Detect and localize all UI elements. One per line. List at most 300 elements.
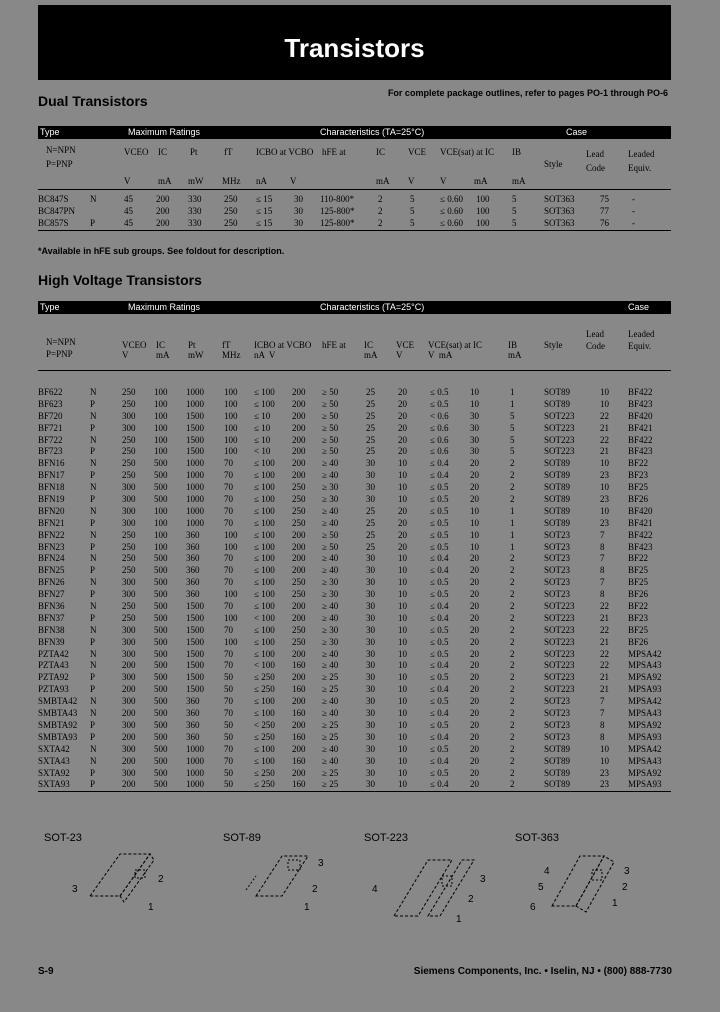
cell-type: BFN22 <box>38 529 65 540</box>
cell-style: SOT223 <box>544 624 575 635</box>
cell-ft: 100 <box>224 434 238 445</box>
cell-icsat: 20 <box>470 589 479 600</box>
cell-hfe: ≥ 40 <box>322 612 339 623</box>
cell-pt: 360 <box>186 565 200 576</box>
cell-vsat: ≤ 0.5 <box>430 494 449 505</box>
table-row <box>38 577 671 589</box>
cell-vceo: 300 <box>122 767 136 778</box>
cell-hfe: ≥ 25 <box>322 731 339 742</box>
cell-vsat: ≤ 0.4 <box>430 660 449 671</box>
cell-pol: P <box>90 779 96 790</box>
cell-ib: 2 <box>510 565 515 576</box>
cell-pol: P <box>90 719 96 730</box>
cell-icbo: ≤ 15 <box>256 205 273 216</box>
cell-type: PZTA43 <box>38 660 69 671</box>
cell-ib: 2 <box>510 612 515 623</box>
cell-style: SOT89 <box>544 387 571 397</box>
cell-ib: 2 <box>510 470 515 481</box>
cell-style: SOT223 <box>544 636 575 647</box>
cell-lead: 7 <box>600 708 605 719</box>
cell-vcbo: 200 <box>292 446 306 457</box>
ic2-header: IC mA <box>364 340 378 360</box>
cell-lead: 7 <box>600 577 605 588</box>
cell-ib: 2 <box>510 589 515 600</box>
cell-ic: 500 <box>154 565 168 576</box>
max-ratings-label: Maximum Ratings <box>128 302 201 312</box>
cell-icsat: 20 <box>470 565 479 576</box>
table-row <box>38 506 671 518</box>
cell-ic: 200 <box>156 217 170 228</box>
cell-icbo: ≤ 100 <box>254 755 275 766</box>
cell-vsat: ≤ 0.4 <box>430 779 449 790</box>
cell-pol: P <box>90 217 96 228</box>
cell-pt: 1000 <box>186 494 204 505</box>
cell-ic: 500 <box>154 696 168 707</box>
pt-header: Pt <box>190 147 198 157</box>
cell-icbo: ≤ 100 <box>254 577 275 588</box>
cell-ic: 500 <box>154 589 168 600</box>
cell-icbo: ≤ 100 <box>254 541 275 552</box>
cell-pt: 1500 <box>186 660 204 671</box>
vcesat-header: VCE(sat) at IC <box>440 147 494 157</box>
table-row <box>38 470 671 482</box>
cell-type: BFN26 <box>38 577 65 588</box>
cell-ft: 70 <box>224 482 233 493</box>
cell-lead: 10 <box>600 505 609 516</box>
cell-vcbo: 250 <box>292 482 306 493</box>
cell-hfe: ≥ 25 <box>322 767 339 778</box>
cell-ic2: 25 <box>366 505 375 516</box>
cell-hfe: ≥ 40 <box>322 696 339 707</box>
cell-hfe: ≥ 50 <box>322 446 339 457</box>
cell-ic: 500 <box>154 494 168 505</box>
sot363-pin2: 2 <box>622 882 628 893</box>
cell-lead: 10 <box>600 755 609 766</box>
cell-icsat: 20 <box>470 553 479 564</box>
cell-ic: 100 <box>154 517 168 528</box>
cell-ft: 70 <box>224 660 233 671</box>
cell-type: PZTA42 <box>38 648 69 659</box>
ic-header: IC mA <box>156 340 170 360</box>
cell-vceo: 300 <box>122 743 136 754</box>
cell-icbo: ≤ 100 <box>254 529 275 540</box>
cell-vceo: 250 <box>122 612 136 623</box>
sot363-pin4: 4 <box>544 866 550 877</box>
cell-lead: 10 <box>600 458 609 469</box>
cell-pt: 1000 <box>186 398 204 409</box>
cell-leaded: MPSA43 <box>628 708 662 719</box>
cell-pol: N <box>90 624 97 635</box>
cell-ft: 70 <box>224 494 233 505</box>
cell-icsat: 20 <box>470 708 479 719</box>
cell-icbo: ≤ 15 <box>256 217 273 228</box>
cell-style: SOT89 <box>544 494 571 505</box>
hv-rows <box>38 371 671 792</box>
cell-leaded: MPSA92 <box>628 719 662 730</box>
cell-hfe: ≥ 50 <box>322 387 339 397</box>
cell-hfe: ≥ 25 <box>322 672 339 683</box>
cell-ic: 500 <box>154 612 168 623</box>
cell-pt: 330 <box>188 194 202 204</box>
cell-vsat: ≤ 0.4 <box>430 612 449 623</box>
cell-vceo: 200 <box>122 684 136 695</box>
cell-vsat: ≤ 0.5 <box>430 517 449 528</box>
cell-leaded: MPSA43 <box>628 660 662 671</box>
cell-leaded: BF422 <box>628 434 653 445</box>
hv-table <box>38 301 671 792</box>
table-row <box>38 482 671 494</box>
cell-style: SOT363 <box>544 194 575 204</box>
cell-icsat: 20 <box>470 648 479 659</box>
table-row <box>38 399 671 411</box>
cell-vce: 10 <box>398 601 407 612</box>
cell-icbo: ≤ 100 <box>254 601 275 612</box>
table-row <box>38 446 671 458</box>
vceo-header: VCEO <box>124 147 149 157</box>
cell-ic2: 25 <box>366 387 375 397</box>
sot223-outline-icon <box>382 846 482 946</box>
cell-type: BFN21 <box>38 517 65 528</box>
cell-vce: 20 <box>398 529 407 540</box>
cell-pt: 360 <box>186 708 200 719</box>
cell-vcbo: 200 <box>292 529 306 540</box>
cell-icsat: 10 <box>470 517 479 528</box>
cell-type: SXTA43 <box>38 755 70 766</box>
cell-vce: 10 <box>398 779 407 790</box>
cell-vsat: ≤ 0.5 <box>430 672 449 683</box>
cell-ib: 2 <box>510 708 515 719</box>
cell-ft: 70 <box>224 743 233 754</box>
cell-vcbo: 200 <box>292 541 306 552</box>
pt-header: Pt mW <box>188 340 204 360</box>
cell-pt: 1000 <box>186 482 204 493</box>
cell-vce: 10 <box>398 767 407 778</box>
cell-ft: 100 <box>224 446 238 457</box>
cell-ft: 100 <box>224 387 238 397</box>
vcesat-header: VCE(sat) at IC V mA <box>428 340 482 360</box>
cell-icsat: 10 <box>470 505 479 516</box>
cell-icsat: 20 <box>470 612 479 623</box>
cell-hfe: ≥ 40 <box>322 458 339 469</box>
cell-pol: P <box>90 517 96 528</box>
cell-vceo: 300 <box>122 505 136 516</box>
cell-lead: 22 <box>600 624 609 635</box>
cell-lead: 10 <box>600 387 609 397</box>
cell-ic: 500 <box>154 708 168 719</box>
cell-icbo: ≤ 100 <box>254 636 275 647</box>
table-row <box>38 768 671 780</box>
cell-vsat: ≤ 0.60 <box>440 217 463 228</box>
cell-vsat: ≤ 0.5 <box>430 743 449 754</box>
cell-icsat: 10 <box>470 529 479 540</box>
cell-ic: 500 <box>154 636 168 647</box>
cell-leaded: MPSA93 <box>628 684 662 695</box>
cell-vce: 10 <box>398 708 407 719</box>
table-row <box>38 696 671 708</box>
cell-ic2: 30 <box>366 743 375 754</box>
unit-ma3: mA <box>474 176 488 186</box>
cell-pol: P <box>90 767 96 778</box>
cell-vcbo: 250 <box>292 517 306 528</box>
cell-type: PZTA93 <box>38 684 69 695</box>
cell-ic: 100 <box>154 398 168 409</box>
cell-ft: 70 <box>224 458 233 469</box>
sot23-pin3: 3 <box>72 884 78 895</box>
cell-ft: 70 <box>224 565 233 576</box>
cell-ib: 2 <box>510 601 515 612</box>
cell-hfe: ≥ 30 <box>322 589 339 600</box>
icbo-header: ICBO at VCBO <box>256 147 314 157</box>
hfe-header: hFE at <box>322 340 346 350</box>
cell-icsat: 100 <box>476 217 490 228</box>
cell-ib: 2 <box>510 494 515 505</box>
cell-ib: 2 <box>510 577 515 588</box>
cell-vce: 20 <box>398 387 407 397</box>
cell-ic: 100 <box>154 434 168 445</box>
cell-ic2: 30 <box>366 648 375 659</box>
cell-leaded: BF421 <box>628 422 653 433</box>
cell-icbo: ≤ 100 <box>254 505 275 516</box>
dual-column-headers <box>38 139 671 190</box>
cell-pt: 1500 <box>186 648 204 659</box>
cell-icsat: 20 <box>470 767 479 778</box>
cell-ic: 100 <box>154 410 168 421</box>
cell-icbo: ≤ 100 <box>254 482 275 493</box>
cell-leaded: BF26 <box>628 636 649 647</box>
cell-vsat: ≤ 0.60 <box>440 205 463 216</box>
cell-pol: N <box>90 387 97 397</box>
cell-ib: 1 <box>510 517 515 528</box>
cell-ib: 2 <box>510 482 515 493</box>
sot89-pin3: 3 <box>318 858 324 869</box>
cell-type: BFN23 <box>38 541 65 552</box>
cell-vce: 10 <box>398 755 407 766</box>
ib-header: IB mA <box>508 340 522 360</box>
cell-ft: 100 <box>224 398 238 409</box>
cell-style: SOT89 <box>544 482 571 493</box>
cell-vsat: ≤ 0.4 <box>430 708 449 719</box>
cell-vcbo: 30 <box>294 205 303 216</box>
cell-pol: N <box>90 482 97 493</box>
cell-vcbo: 250 <box>292 636 306 647</box>
cell-hfe: 125-800* <box>320 205 355 216</box>
sot89-pin2: 2 <box>312 884 318 895</box>
ft-header: fT MHz <box>222 340 241 360</box>
cell-ib: 2 <box>510 648 515 659</box>
cell-vce: 10 <box>398 565 407 576</box>
cell-type: BC857S <box>38 217 69 228</box>
cell-ic: 200 <box>156 205 170 216</box>
cell-icsat: 20 <box>470 743 479 754</box>
cell-hfe: ≥ 40 <box>322 553 339 564</box>
cell-style: SOT89 <box>544 767 571 778</box>
cell-ib: 2 <box>510 458 515 469</box>
table-row <box>38 756 671 768</box>
cell-hfe: 125-800* <box>320 217 355 228</box>
cell-ft: 100 <box>224 636 238 647</box>
cell-pol: P <box>90 541 96 552</box>
cell-ft: 50 <box>224 731 233 742</box>
cell-icbo: ≤ 100 <box>254 387 275 397</box>
sot223-pin3: 3 <box>480 874 486 885</box>
cell-ib: 5 <box>510 410 515 421</box>
cell-vce: 10 <box>398 648 407 659</box>
cell-ic2: 30 <box>366 719 375 730</box>
style-header: Style <box>544 159 563 169</box>
cell-vsat: ≤ 0.4 <box>430 684 449 695</box>
cell-vsat: ≤ 0.4 <box>430 470 449 481</box>
cell-vceo: 300 <box>122 517 136 528</box>
cell-pol: N <box>90 410 97 421</box>
cell-type: BFN16 <box>38 458 65 469</box>
cell-pol: P <box>90 731 96 742</box>
cell-vcbo: 30 <box>294 217 303 228</box>
cell-type: BFN38 <box>38 624 65 635</box>
cell-vsat: ≤ 0.4 <box>430 565 449 576</box>
cell-leaded: BF25 <box>628 624 649 635</box>
cell-icbo: ≤ 10 <box>254 410 271 421</box>
cell-vsat: < 0.6 <box>430 410 449 421</box>
cell-ft: 70 <box>224 601 233 612</box>
sot223-pin4: 4 <box>372 884 378 895</box>
cell-icbo: ≤ 100 <box>254 708 275 719</box>
sot363-pin3: 3 <box>624 866 630 877</box>
cell-ic2: 2 <box>378 217 383 228</box>
cell-vsat: ≤ 0.5 <box>430 624 449 635</box>
cell-type: SMBTA92 <box>38 719 78 730</box>
cell-ic2: 30 <box>366 553 375 564</box>
cell-ft: 70 <box>224 470 233 481</box>
cell-pol: N <box>90 648 97 659</box>
cell-type: PZTA92 <box>38 672 69 683</box>
cell-style: SOT223 <box>544 684 575 695</box>
cell-hfe: ≥ 30 <box>322 494 339 505</box>
cell-lead: 21 <box>600 684 609 695</box>
unit-v3: V <box>408 176 415 186</box>
sot363-pin6: 6 <box>530 902 536 913</box>
cell-vce: 10 <box>398 672 407 683</box>
cell-ib: 5 <box>510 434 515 445</box>
cell-pt: 1000 <box>186 743 204 754</box>
cell-vce: 10 <box>398 684 407 695</box>
cell-vce: 10 <box>398 553 407 564</box>
cell-hfe: ≥ 40 <box>322 648 339 659</box>
cell-ic2: 2 <box>378 205 383 216</box>
cell-vceo: 45 <box>124 205 133 216</box>
cell-lead: 77 <box>600 205 609 216</box>
cell-pt: 360 <box>186 553 200 564</box>
cell-icsat: 30 <box>470 422 479 433</box>
characteristics-label: Characteristics (TA=25°C) <box>320 302 425 312</box>
cell-style: SOT363 <box>544 217 575 228</box>
cell-icsat: 10 <box>470 541 479 552</box>
cell-vsat: ≤ 0.5 <box>430 719 449 730</box>
cell-leaded: BF423 <box>628 398 653 409</box>
cell-ic: 100 <box>154 422 168 433</box>
cell-leaded: MPSA42 <box>628 743 662 754</box>
cell-ft: 70 <box>224 755 233 766</box>
cell-icbo: ≤ 15 <box>256 194 273 204</box>
cell-ic: 100 <box>154 541 168 552</box>
cell-hfe: 110-800* <box>320 194 355 204</box>
cell-vceo: 300 <box>122 696 136 707</box>
cell-lead: 76 <box>600 217 609 228</box>
cell-leaded: - <box>632 205 635 216</box>
cell-ic2: 30 <box>366 755 375 766</box>
cell-vcbo: 200 <box>292 648 306 659</box>
cell-icbo: ≤ 100 <box>254 517 275 528</box>
cell-pt: 1000 <box>186 458 204 469</box>
cell-lead: 23 <box>600 517 609 528</box>
package-ref-note: For complete package outlines, refer to pages PO-1 through PO-6 <box>387 88 668 98</box>
cell-style: SOT89 <box>544 458 571 469</box>
cell-lead: 7 <box>600 696 605 707</box>
cell-vcbo: 160 <box>292 708 306 719</box>
cell-style: SOT223 <box>544 422 575 433</box>
table-row <box>38 411 671 423</box>
cell-icbo: < 250 <box>254 719 275 730</box>
cell-icsat: 20 <box>470 672 479 683</box>
sot363-pin5: 5 <box>538 882 544 893</box>
cell-type: BFN18 <box>38 482 65 493</box>
cell-pt: 1500 <box>186 672 204 683</box>
cell-pt: 1000 <box>186 755 204 766</box>
lead-code-header: Lead Code <box>586 329 605 351</box>
cell-pol: P <box>90 422 96 433</box>
cell-ib: 2 <box>510 719 515 730</box>
cell-ic2: 30 <box>366 482 375 493</box>
cell-vcbo: 200 <box>292 410 306 421</box>
cell-icsat: 10 <box>470 398 479 409</box>
cell-ib: 2 <box>510 684 515 695</box>
table-row <box>38 435 671 447</box>
cell-type: BFN25 <box>38 565 65 576</box>
cell-ic: 500 <box>154 470 168 481</box>
cell-leaded: BF22 <box>628 553 649 564</box>
cell-ic: 500 <box>154 660 168 671</box>
cell-pol: N <box>90 194 97 204</box>
cell-vceo: 200 <box>122 779 136 790</box>
cell-pol: N <box>90 743 97 754</box>
cell-icbo: < 100 <box>254 660 275 671</box>
cell-vceo: 300 <box>122 648 136 659</box>
cell-style: SOT223 <box>544 660 575 671</box>
cell-style: SOT23 <box>544 708 571 719</box>
cell-icbo: ≤ 250 <box>254 684 275 695</box>
cell-ft: 250 <box>224 217 238 228</box>
cell-leaded: MPSA43 <box>628 755 662 766</box>
cell-hfe: ≥ 30 <box>322 636 339 647</box>
cell-pol: N <box>90 434 97 445</box>
cell-vceo: 300 <box>122 482 136 493</box>
cell-vce: 20 <box>398 398 407 409</box>
unit-v: V <box>124 176 131 186</box>
dual-header-bar <box>38 126 671 139</box>
sot23-pin2: 2 <box>158 874 164 885</box>
cell-ic2: 2 <box>378 194 383 204</box>
cell-leaded: BF23 <box>628 612 649 623</box>
cell-ic: 500 <box>154 743 168 754</box>
cell-vsat: ≤ 0.4 <box>430 601 449 612</box>
cell-ic2: 25 <box>366 541 375 552</box>
table-row <box>38 744 671 756</box>
cell-icsat: 20 <box>470 482 479 493</box>
cell-vceo: 250 <box>122 398 136 409</box>
cell-style: SOT89 <box>544 470 571 481</box>
cell-type: BC847S <box>38 194 69 204</box>
case-label: Case <box>628 302 650 312</box>
cell-vce: 10 <box>398 719 407 730</box>
